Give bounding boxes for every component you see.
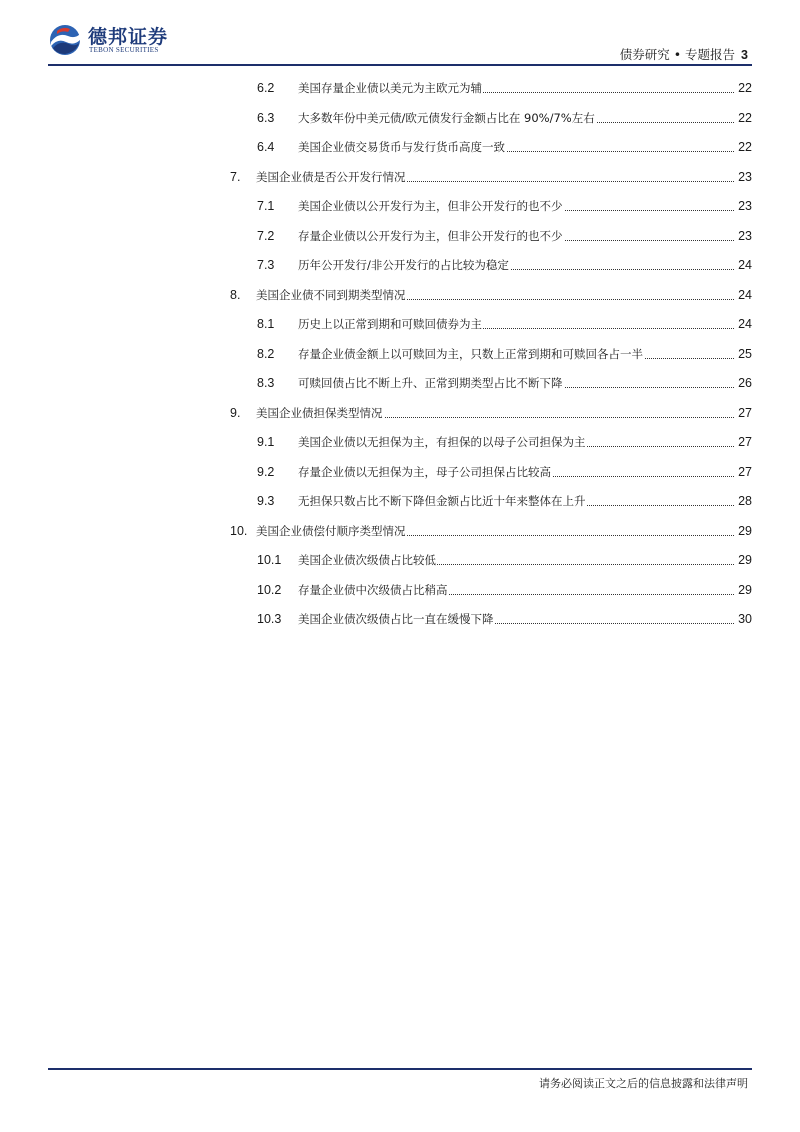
toc-entry-page: 23 [738,199,752,213]
toc-entry-page: 22 [738,111,752,125]
toc-entry[interactable] [0,463,800,481]
toc-entry[interactable] [0,138,800,156]
toc-entry-number: 10.1 [257,553,282,567]
toc-entry-title: 美国企业债次级债占比一直在缓慢下降 [298,610,734,628]
toc-entry-page: 29 [738,553,752,567]
toc-entry-number: 7.3 [257,258,275,272]
toc-entry-page: 27 [738,406,752,420]
report-section: 债券研究 • 专题报告 [619,47,736,62]
toc-entry-title: 历史上以正常到期和可赎回债券为主 [298,315,734,333]
toc-entry[interactable] [0,492,800,510]
toc-entry[interactable] [0,522,800,540]
toc-entry[interactable] [0,109,800,127]
toc-entry-number: 9.3 [257,494,275,508]
toc-entry-page: 24 [738,288,752,302]
header-divider [48,64,752,66]
toc-entry-number: 8.1 [257,317,275,331]
toc-entry-title: 可赎回债占比不断上升、正常到期类型占比不断下降 [298,374,734,392]
footer-divider [48,1068,752,1070]
toc-entry-number: 10.2 [257,583,282,597]
toc-entry-page: 22 [738,81,752,95]
toc-entry-title: 美国企业债以公开发行为主，但非公开发行的也不少 [298,197,734,215]
page-number: 3 [741,48,748,62]
toc-entry-title: 大多数年份中美元债/欧元债发行金额占比在 90%/7%左右 [298,109,734,127]
toc-entry-page: 25 [738,347,752,361]
toc-entry[interactable] [0,374,800,392]
toc-entry[interactable] [0,345,800,363]
toc-entry-number: 9. [230,406,241,420]
toc-entry-page: 27 [738,465,752,479]
toc-entry-page: 26 [738,376,752,390]
toc-entry-title: 美国企业债交易货币与发行货币高度一致 [298,138,734,156]
toc-entry-number: 8. [230,288,241,302]
tebon-logo-icon [48,22,84,58]
toc-entry-title: 美国企业债以无担保为主，有担保的以母子公司担保为主 [298,433,734,451]
footer-disclaimer: 请务必阅读正文之后的信息披露和法律声明 [539,1077,748,1090]
toc-entry-number: 6.3 [257,111,275,125]
toc-entry-page: 23 [738,229,752,243]
toc-entry[interactable] [0,581,800,599]
toc-entry-title: 美国企业债次级债占比较低 [298,551,734,569]
toc-entry-title: 存量企业债中次级债占比稍高 [298,581,734,599]
toc-entry-title: 美国企业债担保类型情况 [256,404,734,422]
toc-entry-title: 无担保只数占比不断下降但金额占比近十年来整体在上升 [298,492,734,510]
toc-entry-title: 存量企业债以无担保为主，母子公司担保占比较高 [298,463,734,481]
toc-entry-number: 9.1 [257,435,275,449]
toc-entry[interactable] [0,610,800,628]
toc-entry-page: 23 [738,170,752,184]
toc-entry-number: 10. [230,524,248,538]
toc-entry[interactable] [0,79,800,97]
toc-entry[interactable] [0,256,800,274]
toc-entry-number: 6.4 [257,140,275,154]
toc-entry[interactable] [0,315,800,333]
toc-entry-number: 6.2 [257,81,275,95]
toc-entry-number: 7.1 [257,199,275,213]
toc-entry-page: 29 [738,583,752,597]
toc-entry-page: 28 [738,494,752,508]
report-header [620,45,748,63]
toc-entry[interactable] [0,433,800,451]
toc-entry-number: 7. [230,170,241,184]
toc-entry-page: 30 [738,612,752,626]
toc-entry[interactable] [0,551,800,569]
toc-entry-page: 24 [738,258,752,272]
toc-entry-page: 22 [738,140,752,154]
toc-entry-number: 7.2 [257,229,275,243]
toc-entry[interactable] [0,286,800,304]
toc-entry-title: 存量企业债金额上以可赎回为主，只数上正常到期和可赎回各占一半 [298,345,734,363]
toc-entry-number: 10.3 [257,612,282,626]
toc-entry[interactable] [0,227,800,245]
toc-entry-title: 美国企业债偿付顺序类型情况 [256,522,734,540]
toc-entry-page: 24 [738,317,752,331]
toc-entry[interactable] [0,168,800,186]
toc-entry-page: 29 [738,524,752,538]
toc-entry-title: 存量企业债以公开发行为主，但非公开发行的也不少 [298,227,734,245]
toc-entry-page: 27 [738,435,752,449]
toc-entry-title: 历年公开发行/非公开发行的占比较为稳定 [298,256,734,274]
toc-entry[interactable] [0,404,800,422]
toc-entry-title: 美国存量企业债以美元为主欧元为辅 [298,79,734,97]
toc-entry[interactable] [0,197,800,215]
toc-entry-number: 9.2 [257,465,275,479]
company-name-cn: 德邦证券 [88,26,169,48]
toc-entry-title: 美国企业债不同到期类型情况 [256,286,734,304]
toc-entry-number: 8.3 [257,376,275,390]
company-logo [48,22,188,58]
company-name-en: TEBON SECURITIES [89,46,159,54]
toc-entry-title: 美国企业债是否公开发行情况 [256,168,734,186]
toc-entry-number: 8.2 [257,347,275,361]
